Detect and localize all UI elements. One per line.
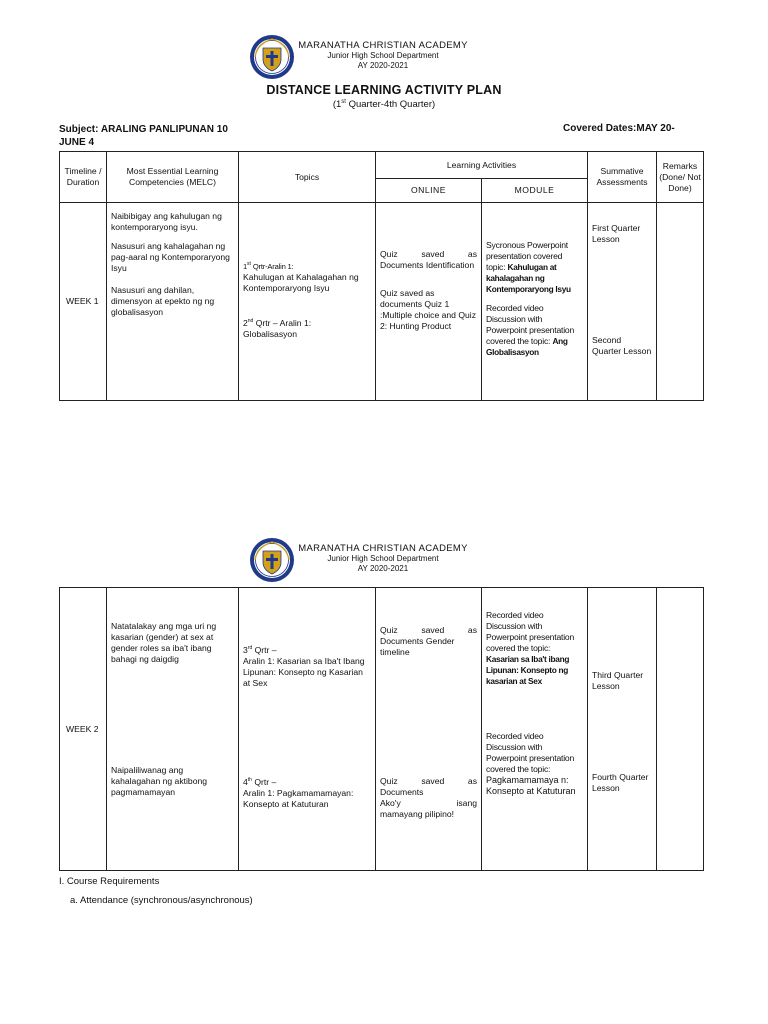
summative-cell: First Quarter Lesson Second Quarter Lesson — [588, 203, 657, 401]
school-name: MARANATHA CHRISTIAN ACADEMY — [298, 543, 468, 554]
remarks-cell — [657, 203, 704, 401]
melc-cell: Natatalakay ang mga uri ng kasarian (gender) at sex at gender roles sa iba't ibang bahagi ng daigdig Naipaliliwanag ang kahalagahan ng aktibong pagmamamayan — [107, 588, 239, 871]
school-seal-icon — [249, 537, 295, 583]
school-seal-icon — [249, 34, 295, 80]
department-name: Junior High School Department — [327, 51, 439, 60]
summative-cell: Third Quarter Lesson Fourth Quarter Lesson — [588, 588, 657, 871]
department-name: Junior High School Department — [327, 554, 439, 563]
module-cell: Recorded video Discussion with Powerpoint presentation covered the topic: Kasarian sa Iba't ibang Lipunan: Konsepto ng kasarian at Sex Recorded video Discussion with Powerpoint presentation covered the topic: Pagkamamamaya n: Konsepto at Katuturan — [482, 588, 588, 871]
header-remarks: Remarks (Done/ Not Done) — [657, 152, 704, 203]
document-title: DISTANCE LEARNING ACTIVITY PLAN — [266, 83, 502, 97]
school-name: MARANATHA CHRISTIAN ACADEMY — [298, 40, 468, 51]
course-requirements-heading: I. Course Requirements — [59, 876, 160, 887]
requirement-item: a. Attendance (synchronous/asynchronous) — [70, 895, 253, 906]
melc-cell: Naibibigay ang kahulugan ng kontemporaryong isyu. Nasusuri ang kahalagahan ng pag-aaral ng Kontemporaryong Isyu Nasusuri ang dahilan, dimensyon at epekto ng ng globalisasyon — [107, 203, 239, 401]
school-year: AY 2020-2021 — [357, 61, 409, 70]
document-subtitle: (1st Quarter-4th Quarter) — [332, 99, 436, 111]
subject-line: Subject: ARALING PANLIPUNAN 10 JUNE 4 — [59, 124, 228, 148]
activity-plan-table-week2 — [59, 587, 704, 871]
school-year: AY 2020-2021 — [357, 564, 409, 573]
header-topics: Topics — [239, 152, 376, 203]
week-label: WEEK 2 — [60, 588, 107, 871]
header-timeline: Timeline / Duration — [60, 152, 107, 203]
covered-dates: Covered Dates:MAY 20- — [563, 123, 675, 134]
header-summative: Summative Assessments — [588, 152, 657, 203]
remarks-cell — [657, 588, 704, 871]
header-melc: Most Essential Learning Competencies (MELC) — [107, 152, 239, 203]
online-cell: Quiz saved as Documents Identification Quiz saved as documents Quiz 1 :Multiple choice and Quiz 2: Hunting Product — [376, 203, 482, 401]
page-header — [0, 34, 768, 88]
header-online: ONLINE — [376, 179, 482, 203]
activity-plan-table-week1 — [59, 151, 704, 401]
online-cell: Quiz saved as Documents Gender timeline Quiz saved as Documents Ako'y isang mamayang pilipino! — [376, 588, 482, 871]
header-module: MODULE — [482, 179, 588, 203]
topics-cell: 1st Qrtr-Aralin 1: Kahulugan at Kahalagahan ng Kontemporaryong Isyu 2nd Qrtr – Aralin 1: Globalisasyon — [239, 203, 376, 401]
header-learning-activities: Learning Activities — [376, 152, 588, 179]
topics-cell: 3rd Qrtr – Aralin 1: Kasarian sa Iba't Ibang Lipunan: Konsepto ng Kasarian at Sex 4th Qrtr – Aralin 1: Pagkamamamayan: Konsepto at Katuturan — [239, 588, 376, 871]
module-cell: Sycronous Powerpoint presentation covered topic: Kahulugan at kahalagahan ng Kontemporaryong Isyu Recorded video Discussion with Powerpoint presentation covered the topic: Ang Globalisasyon — [482, 203, 588, 401]
page-header-2 — [0, 537, 768, 591]
week-label: WEEK 1 — [60, 203, 107, 401]
